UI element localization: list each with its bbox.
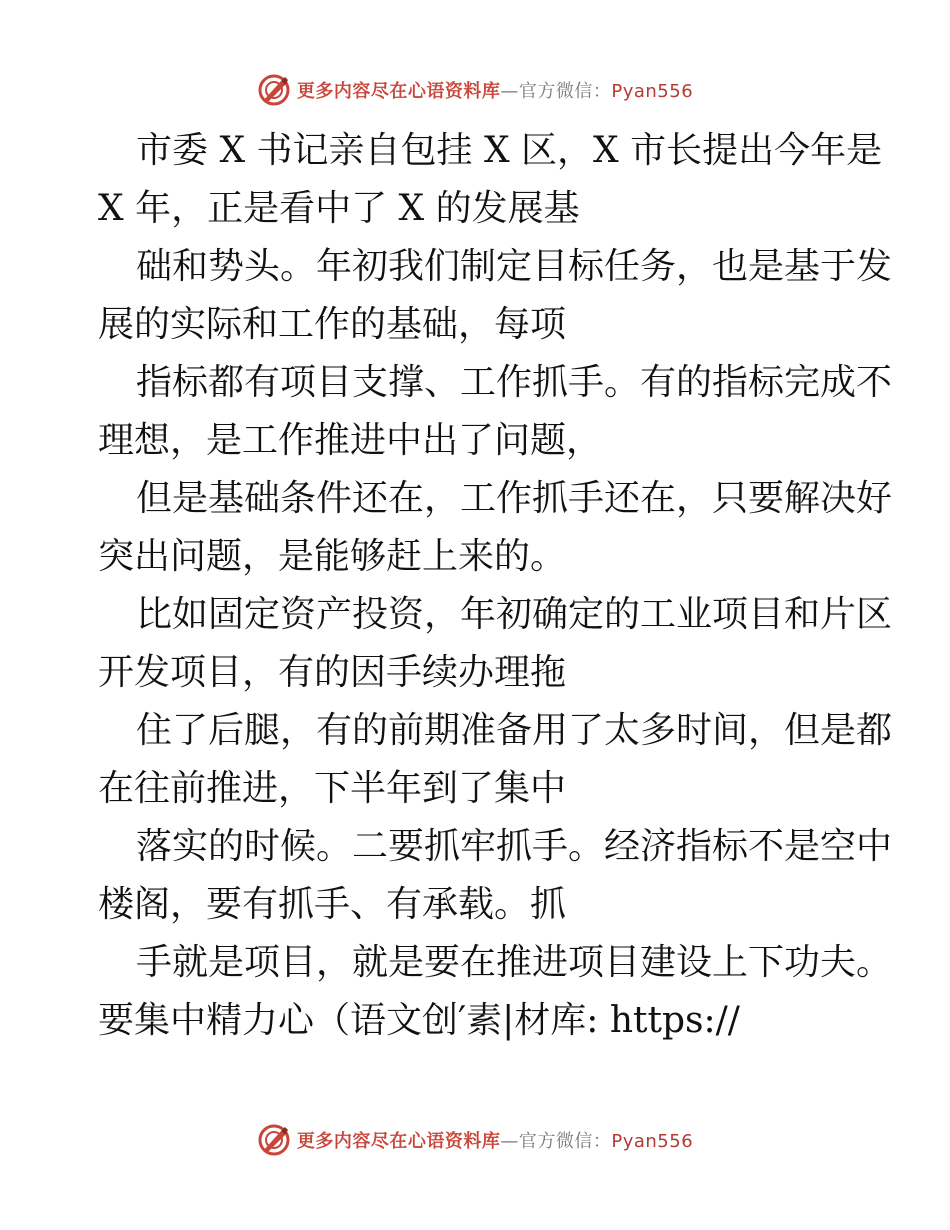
paragraph-line: 住了后腿，有的前期准备用了太多时间，但是都: [136, 710, 893, 751]
paragraph-line: 础和势头。年初我们制定目标任务，也是基于发: [136, 246, 893, 287]
paragraph-line: 但是基础条件还在，工作抓手还在，只要解决好: [136, 478, 893, 519]
paragraph-line: 落实的时候。二要抓牢抓手。经济指标不是空中: [136, 826, 893, 867]
banner-title: 更多内容尽在心语资料库: [296, 1131, 501, 1152]
paragraph-line: 楼阁，要有抓手、有承载。抓: [98, 884, 567, 925]
paragraph: [98, 354, 893, 470]
paragraph-line: 要集中精力心（语文创′素|材库: https://: [98, 1000, 740, 1041]
pen-logo-icon: [257, 1123, 291, 1157]
footer-banner: [0, 1120, 950, 1160]
banner-text: [297, 1127, 693, 1153]
paragraph: [98, 238, 893, 354]
paragraph-line: 市委 X 书记亲自包挂 X 区，X 市长提出今年是: [136, 130, 883, 171]
wechat-id: Pyan556: [611, 1131, 694, 1152]
paragraph-line: 突出问题，是能够赶上来的。: [98, 536, 567, 577]
paragraph: [98, 934, 893, 1050]
paragraph-line: 开发项目，有的因手续办理拖: [98, 652, 567, 693]
paragraph-line: 理想，是工作推进中出了问题，: [98, 420, 603, 461]
wechat-label: 官方微信：: [518, 81, 612, 102]
paragraph-line: 比如固定资产投资，年初确定的工业项目和片区: [136, 594, 893, 635]
paragraph-line: 指标都有项目支撑、工作抓手。有的指标完成不: [136, 362, 893, 403]
banner-separator: —: [500, 81, 519, 102]
paragraph: [98, 702, 893, 818]
wechat-label: 官方微信：: [518, 1131, 612, 1152]
paragraph-line: 在往前推进，下半年到了集中: [98, 768, 567, 809]
paragraph: [98, 122, 883, 238]
paragraph-line: X 年，正是看中了 X 的发展基: [98, 188, 580, 229]
paragraph-line: 展的实际和工作的基础，每项: [98, 304, 567, 345]
wechat-id: Pyan556: [611, 81, 694, 102]
paragraph-line: 手就是项目，就是要在推进项目建设上下功夫。: [136, 942, 893, 983]
banner-separator: —: [500, 1131, 519, 1152]
paragraph: [98, 470, 893, 586]
banner-title: 更多内容尽在心语资料库: [296, 81, 501, 102]
banner-text: [297, 77, 693, 103]
pen-logo-icon: [257, 73, 291, 107]
document-body: [98, 122, 893, 1050]
paragraph: [98, 818, 893, 934]
header-banner: [0, 70, 950, 110]
paragraph: [98, 586, 893, 702]
